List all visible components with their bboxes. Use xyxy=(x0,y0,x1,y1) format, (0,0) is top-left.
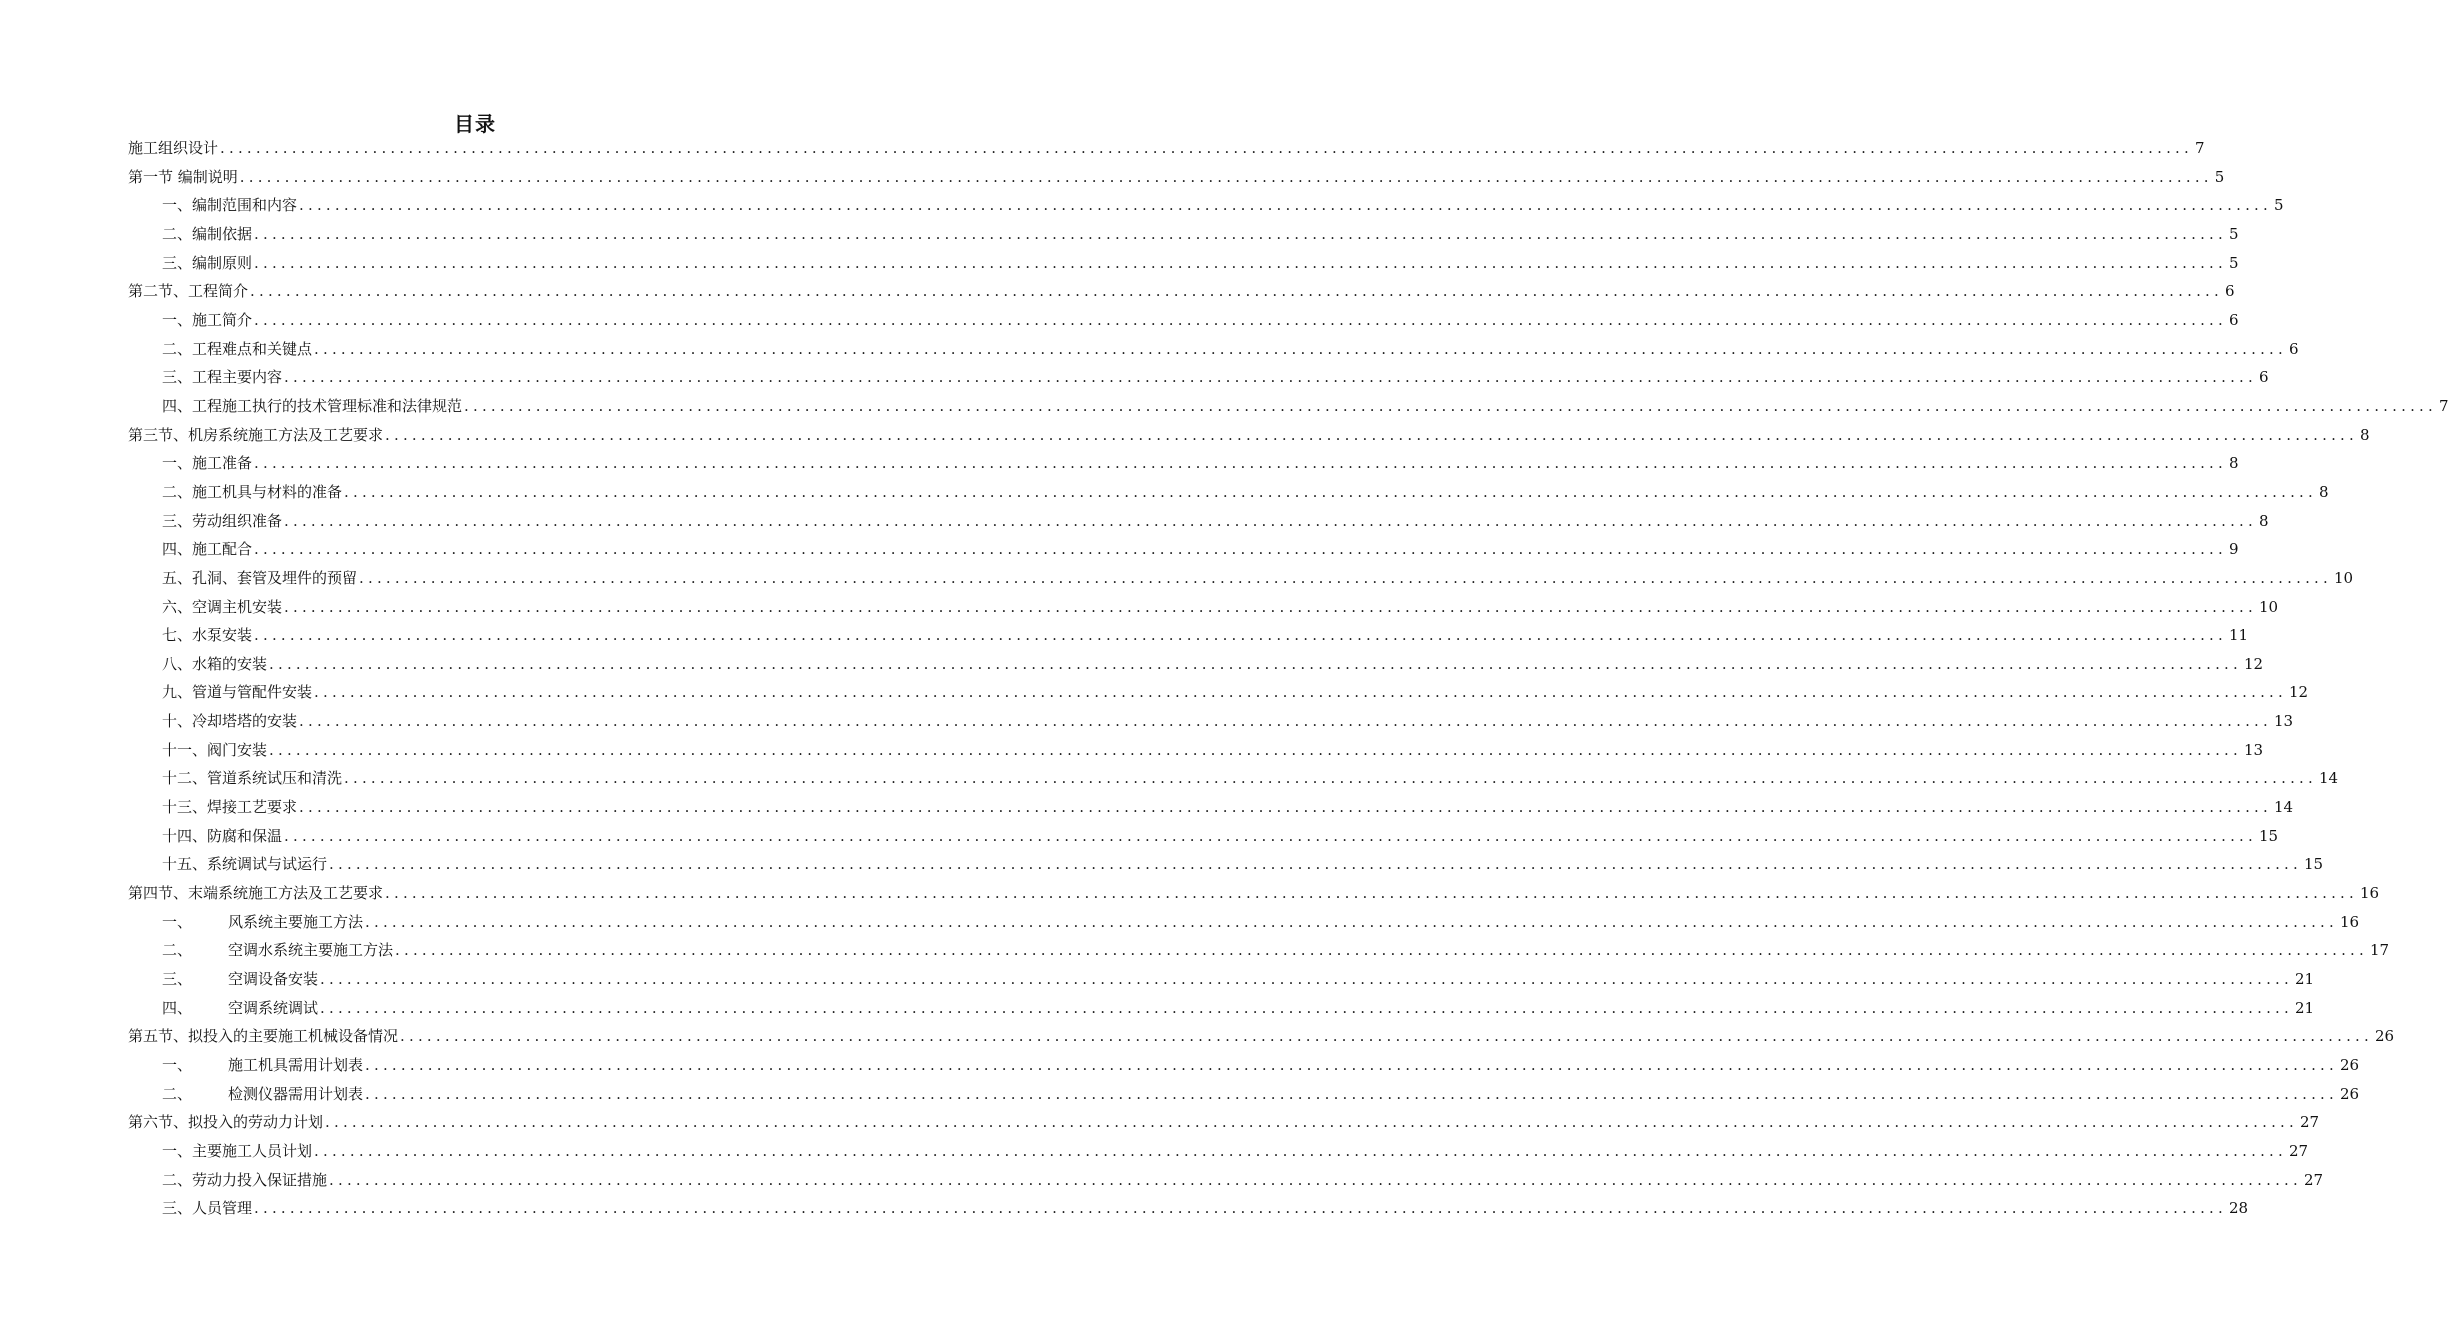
toc-entry-label xyxy=(162,650,267,679)
toc-dot-leader: ............................................................................................................................................................................................................................ xyxy=(400,1027,2373,1046)
toc-entry[interactable] xyxy=(128,650,2264,679)
toc-page-number: 11 xyxy=(2229,626,2249,645)
toc-entry-text: 第六节、拟投入的劳动力计划 xyxy=(128,1113,324,1132)
toc-entry-text: 一、施工简介 xyxy=(162,310,253,329)
toc-entry[interactable] xyxy=(128,936,2390,965)
toc-entry[interactable] xyxy=(128,764,2339,793)
toc-entry-text: 二、工程难点和关键点 xyxy=(162,339,313,358)
toc-entry-label xyxy=(162,507,282,536)
toc-entry-text: 十四、防腐和保温 xyxy=(162,826,283,845)
toc-entry[interactable] xyxy=(128,1080,2360,1109)
toc-entry-text: 十五、系统调试与试运行 xyxy=(162,855,328,874)
toc-entry-text: 空调设备安装 xyxy=(228,970,319,989)
toc-entry[interactable] xyxy=(128,793,2294,822)
toc-page-number: 27 xyxy=(2304,1170,2324,1189)
toc-entry[interactable] xyxy=(128,593,2279,622)
toc-dot-leader: ............................................................................................................................................................................................................................ xyxy=(320,970,2293,989)
toc-entry-text: 一、施工准备 xyxy=(162,454,253,473)
toc-page-number: 17 xyxy=(2370,941,2390,960)
toc-dot-leader: ............................................................................................................................................................................................................................ xyxy=(299,798,2272,817)
toc-entry-text: 第二节、工程简介 xyxy=(128,282,249,301)
toc-entry-text: 十二、管道系统试压和清洗 xyxy=(162,769,343,788)
toc-entry-text: 一、主要施工人员计划 xyxy=(162,1141,313,1160)
toc-page-number: 5 xyxy=(2229,224,2239,243)
toc-page-number: 16 xyxy=(2360,884,2380,903)
toc-page-number: 12 xyxy=(2244,654,2264,673)
toc-page-number: 13 xyxy=(2244,740,2264,759)
toc-entry[interactable] xyxy=(128,507,2269,536)
toc-page-number: 16 xyxy=(2340,912,2360,931)
toc-entry-text: 风系统主要施工方法 xyxy=(228,912,364,931)
toc-dot-leader: ............................................................................................................................................................................................................................ xyxy=(284,826,2257,845)
toc-page-number: 15 xyxy=(2304,855,2324,874)
toc-entry-number: 二、 xyxy=(162,941,193,960)
toc-entry-label xyxy=(162,593,282,622)
toc-dot-leader: ............................................................................................................................................................................................................................ xyxy=(329,855,2302,874)
toc-entry[interactable] xyxy=(128,850,2324,879)
toc-page-number: 5 xyxy=(2214,167,2225,186)
toc-dot-leader: ............................................................................................................................................................................................................................ xyxy=(385,884,2358,903)
toc-entry-text: 九、管道与管配件安装 xyxy=(162,683,313,702)
toc-page-number: 6 xyxy=(2225,282,2235,301)
toc-dot-leader: ............................................................................................................................................................................................................................ xyxy=(344,482,2317,501)
toc-entry[interactable] xyxy=(128,335,2299,364)
toc-entry-text: 三、人员管理 xyxy=(162,1199,253,1218)
toc-entry-label xyxy=(128,134,218,163)
toc-page-number: 26 xyxy=(2340,1084,2360,1103)
toc-dot-leader: ............................................................................................................................................................................................................................ xyxy=(385,425,2358,444)
toc-entry-text: 六、空调主机安装 xyxy=(162,597,283,616)
toc-page-number: 13 xyxy=(2274,712,2294,731)
toc-page-number: 27 xyxy=(2289,1141,2309,1160)
toc-entry-label xyxy=(162,936,393,965)
toc-entry-label xyxy=(162,822,282,851)
toc-entry[interactable] xyxy=(128,908,2360,937)
toc-entry-text: 三、编制原则 xyxy=(162,253,253,272)
toc-entry-label xyxy=(128,277,248,306)
toc-entry-text: 四、施工配合 xyxy=(162,540,253,559)
toc-page-number: 9 xyxy=(2229,540,2239,559)
toc-page-number: 26 xyxy=(2375,1027,2395,1046)
toc-entry-label xyxy=(162,1166,327,1195)
toc-page-number: 5 xyxy=(2274,196,2284,215)
toc-entry-label xyxy=(162,678,312,707)
toc-entry-label xyxy=(162,363,282,392)
toc-entry[interactable] xyxy=(128,363,2269,392)
toc-dot-leader: ............................................................................................................................................................................................................................ xyxy=(325,1113,2298,1132)
toc-entry[interactable] xyxy=(128,822,2279,851)
toc-entry-label xyxy=(128,1022,398,1051)
toc-entry-text: 七、水泵安装 xyxy=(162,626,253,645)
toc-dot-leader: ............................................................................................................................................................................................................................ xyxy=(254,540,2227,559)
toc-page-number: 8 xyxy=(2259,511,2269,530)
toc-dot-leader: ............................................................................................................................................................................................................................ xyxy=(254,253,2227,272)
toc-dot-leader: ............................................................................................................................................................................................................................ xyxy=(464,396,2437,415)
toc-entry-text: 二、劳动力投入保证措施 xyxy=(162,1170,328,1189)
toc-page-number: 26 xyxy=(2340,1056,2360,1074)
toc-dot-leader: ............................................................................................................................................................................................................................ xyxy=(359,568,2332,587)
toc-dot-leader: ............................................................................................................................................................................................................................ xyxy=(395,941,2368,960)
toc-entry-label xyxy=(128,1108,323,1137)
toc-entry-label xyxy=(128,421,383,450)
toc-entry-number: 二、 xyxy=(162,1084,193,1103)
toc-dot-leader: ............................................................................................................................................................................................................................ xyxy=(365,912,2338,931)
toc-entry[interactable] xyxy=(128,678,2309,707)
toc-dot-leader: ............................................................................................................................................................................................................................ xyxy=(239,167,2213,186)
toc-entry[interactable] xyxy=(128,449,2239,478)
toc-dot-leader: ............................................................................................................................................................................................................................ xyxy=(344,769,2317,788)
toc-entry-text: 八、水箱的安装 xyxy=(162,654,268,673)
toc-entry-text: 一、编制范围和内容 xyxy=(162,196,298,215)
toc-entry-label xyxy=(162,707,297,736)
toc-dot-leader: ............................................................................................................................................................................................................................ xyxy=(254,1199,2227,1218)
toc-dot-leader: ............................................................................................................................................................................................................................ xyxy=(220,139,2193,157)
toc-page-number: 12 xyxy=(2289,683,2309,702)
toc-dot-leader: ............................................................................................................................................................................................................................ xyxy=(320,998,2293,1017)
toc-dot-leader: ............................................................................................................................................................................................................................ xyxy=(314,1141,2287,1160)
toc-entry-label xyxy=(162,850,327,879)
toc-dot-leader: ............................................................................................................................................................................................................................ xyxy=(299,196,2272,215)
toc-entry-label xyxy=(162,564,357,593)
toc-page-number: 6 xyxy=(2229,310,2239,329)
toc-entry-text: 十三、焊接工艺要求 xyxy=(162,798,298,817)
toc-entry-label xyxy=(128,163,238,192)
toc-entry-number: 一、 xyxy=(162,1056,193,1074)
toc-entry-text: 五、孔洞、套管及埋件的预留 xyxy=(162,568,358,587)
toc-dot-leader: ............................................................................................................................................................................................................................ xyxy=(254,626,2227,645)
toc-entry-label xyxy=(162,249,252,278)
toc-entry-text: 十一、阀门安装 xyxy=(162,740,268,759)
toc-dot-leader: ............................................................................................................................................................................................................................ xyxy=(284,511,2257,530)
toc-page-number: 8 xyxy=(2360,425,2370,444)
toc-entry[interactable] xyxy=(128,1108,2320,1137)
toc-entry[interactable] xyxy=(128,163,2225,192)
toc-list xyxy=(128,134,2449,1223)
toc-entry-label xyxy=(128,879,383,908)
toc-page-number: 15 xyxy=(2259,826,2279,845)
toc-entry[interactable] xyxy=(128,707,2294,736)
toc-dot-leader: ............................................................................................................................................................................................................................ xyxy=(299,712,2272,731)
toc-entry-text: 施工机具需用计划表 xyxy=(228,1056,364,1074)
toc-page-number: 8 xyxy=(2229,454,2239,473)
toc-entry-text: 二、编制依据 xyxy=(162,224,253,243)
toc-entry[interactable] xyxy=(128,535,2239,564)
toc-entry-text: 十、冷却塔塔的安装 xyxy=(162,712,298,731)
toc-dot-leader: ............................................................................................................................................................................................................................ xyxy=(329,1170,2302,1189)
toc-entry[interactable] xyxy=(128,1051,2360,1080)
toc-entry[interactable] xyxy=(128,1137,2309,1166)
toc-entry-label xyxy=(162,1194,252,1223)
toc-entry-label xyxy=(162,306,252,335)
toc-entry-label xyxy=(162,621,252,650)
toc-entry[interactable] xyxy=(128,191,2284,220)
toc-dot-leader: ............................................................................................................................................................................................................................ xyxy=(314,339,2287,358)
toc-entry-label xyxy=(162,191,297,220)
toc-entry[interactable] xyxy=(128,1166,2324,1195)
toc-page-number: 27 xyxy=(2300,1113,2320,1132)
toc-entry-text: 检测仪器需用计划表 xyxy=(228,1084,364,1103)
toc-page-number: 6 xyxy=(2289,339,2299,358)
toc-entry-label xyxy=(162,335,312,364)
toc-entry[interactable] xyxy=(128,478,2329,507)
toc-entry[interactable] xyxy=(128,134,2205,163)
toc-dot-leader: ............................................................................................................................................................................................................................ xyxy=(269,654,2242,673)
toc-entry[interactable] xyxy=(128,879,2380,908)
toc-dot-leader: ............................................................................................................................................................................................................................ xyxy=(254,224,2227,243)
toc-entry-text: 施工组织设计 xyxy=(128,139,219,157)
toc-entry[interactable] xyxy=(128,736,2264,765)
toc-entry-text: 第一节 编制说明 xyxy=(128,167,238,186)
toc-title: 目录 xyxy=(454,112,496,136)
toc-dot-leader: ............................................................................................................................................................................................................................ xyxy=(254,454,2227,473)
toc-entry[interactable] xyxy=(128,277,2235,306)
toc-dot-leader: ............................................................................................................................................................................................................................ xyxy=(365,1056,2338,1074)
toc-entry[interactable] xyxy=(128,621,2249,650)
toc-entry-label xyxy=(162,1051,363,1080)
toc-entry-label xyxy=(162,994,318,1023)
toc-page-number: 6 xyxy=(2259,368,2269,387)
toc-page-number: 5 xyxy=(2229,253,2239,272)
toc-entry-text: 二、施工机具与材料的准备 xyxy=(162,482,343,501)
toc-entry-label xyxy=(162,965,318,994)
toc-entry[interactable] xyxy=(128,1194,2249,1223)
toc-entry-label xyxy=(162,220,252,249)
toc-entry-label xyxy=(162,1137,312,1166)
toc-entry[interactable] xyxy=(128,965,2315,994)
toc-page-number: 28 xyxy=(2229,1199,2249,1218)
toc-page-number: 10 xyxy=(2259,597,2279,616)
toc-dot-leader: ............................................................................................................................................................................................................................ xyxy=(365,1084,2338,1103)
toc-dot-leader: ............................................................................................................................................................................................................................ xyxy=(269,740,2242,759)
toc-page-number: 14 xyxy=(2274,798,2294,817)
toc-entry-number: 一、 xyxy=(162,912,193,931)
toc-entry[interactable] xyxy=(128,1022,2395,1051)
toc-entry-label xyxy=(162,764,342,793)
toc-entry[interactable] xyxy=(128,564,2354,593)
toc-entry-text: 空调水系统主要施工方法 xyxy=(228,941,394,960)
toc-page-number: 14 xyxy=(2319,769,2339,788)
toc-entry-label xyxy=(162,392,462,421)
toc-dot-leader: ............................................................................................................................................................................................................................ xyxy=(284,597,2257,616)
toc-entry[interactable] xyxy=(128,994,2315,1023)
toc-entry-text: 三、劳动组织准备 xyxy=(162,511,283,530)
toc-dot-leader: ............................................................................................................................................................................................................................ xyxy=(250,282,2223,301)
toc-entry[interactable] xyxy=(128,249,2239,278)
toc-entry[interactable] xyxy=(128,220,2239,249)
toc-entry-label xyxy=(162,1080,363,1109)
toc-entry-text: 三、工程主要内容 xyxy=(162,368,283,387)
toc-page-number: 21 xyxy=(2295,970,2315,989)
toc-dot-leader: ............................................................................................................................................................................................................................ xyxy=(314,683,2287,702)
toc-entry-text: 第四节、末端系统施工方法及工艺要求 xyxy=(128,884,384,903)
toc-entry-label xyxy=(162,535,252,564)
toc-entry-label xyxy=(162,908,363,937)
toc-page-number: 8 xyxy=(2319,482,2329,501)
toc-page-number: 21 xyxy=(2295,998,2315,1017)
toc-entry[interactable] xyxy=(128,306,2239,335)
toc-entry-label xyxy=(162,478,342,507)
toc-entry-text: 空调系统调试 xyxy=(228,998,319,1017)
toc-entry[interactable] xyxy=(128,421,2370,450)
toc-entry[interactable] xyxy=(128,392,2449,421)
toc-dot-leader: ............................................................................................................................................................................................................................ xyxy=(254,310,2227,329)
toc-page-number: 10 xyxy=(2334,568,2354,587)
toc-entry-label xyxy=(162,736,267,765)
toc-entry-text: 第五节、拟投入的主要施工机械设备情况 xyxy=(128,1027,399,1046)
toc-entry-text: 四、工程施工执行的技术管理标准和法律规范 xyxy=(162,396,463,415)
toc-entry-text: 第三节、机房系统施工方法及工艺要求 xyxy=(128,425,384,444)
toc-entry-number: 三、 xyxy=(162,970,193,989)
toc-page-number: 7 xyxy=(2439,396,2449,415)
toc-entry-label xyxy=(162,449,252,478)
toc-page-number: 7 xyxy=(2195,139,2205,157)
toc-entry-label xyxy=(162,793,297,822)
toc-entry-number: 四、 xyxy=(162,998,193,1017)
toc-dot-leader: ............................................................................................................................................................................................................................ xyxy=(284,368,2257,387)
